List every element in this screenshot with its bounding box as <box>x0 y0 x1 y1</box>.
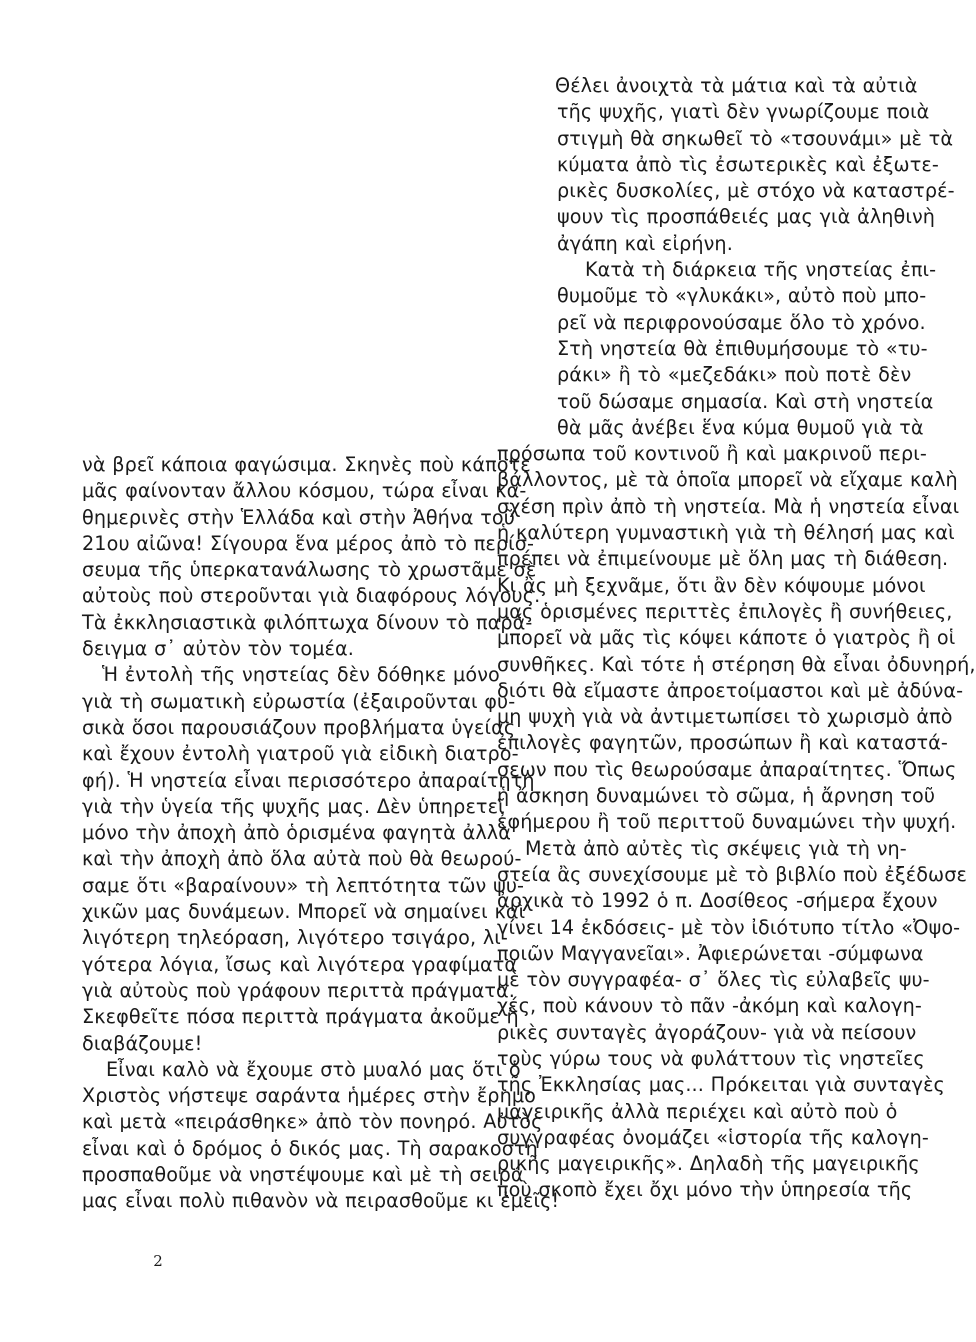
text-line: θημερινὲς στὴν Ἑλλάδα καὶ στὴν Ἀθήνα τοῦ <box>82 505 515 529</box>
text-line: μόνο τὴν ἀποχὴ ἀπὸ ὁρισμένα φαγητὰ ἀλλὰ <box>82 821 511 845</box>
text-line: πρέπει νὰ ἐπιμείνουμε μὲ ὅλη μας τὴ διάθεση. <box>497 547 949 571</box>
text-line: καὶ τὴν ἀποχὴ ἀπὸ ὅλα αὐτὰ ποὺ θὰ θεωρού- <box>82 847 522 871</box>
text-line: στιγμὴ θὰ σηκωθεῖ τὸ «τσουνάμι» μὲ τὰ <box>557 126 954 150</box>
text-line: γίνει 14 ἐκδόσεις- μὲ τὸν ἰδιότυπο τίτλο «Ὀψο- <box>497 915 961 939</box>
text-line: ρικὲς συνταγὲς ἀγοράζουν- γιὰ νὰ πείσουν <box>497 1020 917 1044</box>
text-line: μας εἶναι πολὺ πιθανὸν νὰ πειρασθοῦμε κι ἐμεῖς! <box>82 1189 560 1213</box>
text-line: πρόσωπα τοῦ κοντινοῦ ἢ καὶ μακρινοῦ περι- <box>497 442 927 466</box>
text-line: ρεῖ νὰ περιφρονούσαμε ὅλο τὸ χρόνο. <box>557 310 926 334</box>
text-line: φή). Ἡ νηστεία εἶναι περισσότερο ἀπαραίτητη <box>82 768 535 792</box>
text-line: Στὴ νηστεία θὰ ἐπιθυμήσουμε τὸ «τυ- <box>557 336 928 360</box>
text-line: σευμα τῆς ὑπερκατανάλωσης τὸ χρωστᾶμε σὲ <box>82 558 537 582</box>
text-line: 21ου αἰῶνα! Σίγουρα ἕνα μέρος ἀπὸ τὸ περίσ- <box>82 531 535 555</box>
text-line: ἡ ἄσκηση δυναμώνει τὸ σῶμα, ἡ ἄρνηση τοῦ <box>497 784 936 808</box>
text-line: αὐτοὺς ποὺ στεροῦνται γιὰ διαφόρους λόγους. <box>82 584 541 608</box>
right-text-column <box>497 73 976 1204</box>
text-line: διότι θὰ εἴμαστε ἀπροετοίμαστοι καὶ μὲ ἀδύνα- <box>497 678 964 702</box>
text-line: μὲ τὸν συγγραφέα- σ᾽ ὅλες τὶς εὐλαβεῖς ψυ- <box>497 968 930 992</box>
text-line: Εἶναι καλὸ νὰ ἔχουμε στὸ μυαλό μας ὅτι ὁ <box>106 1057 521 1081</box>
text-line: γιὰ τὴν ὑγεία τῆς ψυχῆς μας. Δὲν ὑπηρετεῖ <box>82 794 505 818</box>
left-text-column <box>82 452 560 1215</box>
text-line: ποιῶν Μαγγανεῖαι». Ἀφιερώνεται -σύμφωνα <box>497 941 924 965</box>
text-line: Τὰ ἐκκλησιαστικὰ φιλόπτωχα δίνουν τὸ παρά- <box>82 610 533 634</box>
text-line: θυμοῦμε τὸ «γλυκάκι», αὐτὸ ποὺ μπο- <box>557 284 927 308</box>
text-line: διαβάζουμε! <box>82 1031 203 1055</box>
text-line: τῆς Ἐκκλησίας μας... Πρόκειται γιὰ συνταγὲς <box>497 1073 945 1097</box>
text-line: καὶ μετὰ «πειράσθηκε» ἀπὸ τὸν πονηρό. Αὐτὸς <box>82 1110 543 1134</box>
text-line: θὰ μᾶς ἀνέβει ἕνα κύμα θυμοῦ γιὰ τὰ <box>557 415 924 439</box>
text-line: σαμε ὅτι «βαραίνουν» τὴ λεπτότητα τῶν ψυ- <box>82 873 525 897</box>
text-line: ρικῆς μαγειρικῆς». Δηλαδὴ τῆς μαγειρικῆς <box>497 1152 920 1176</box>
text-line: ρικὲς δυσκολίες, μὲ στόχο νὰ καταστρέ- <box>557 179 955 203</box>
text-line: τοῦ δώσαμε σημασία. Καὶ στὴ νηστεία <box>557 389 934 413</box>
text-line: σεων που τὶς θεωρούσαμε ἀπαραίτητες. Ὅπως <box>497 757 957 781</box>
text-line: δειγμα σ᾽ αὐτὸν τὸν τομέα. <box>82 637 354 661</box>
text-line: βάλλοντος, μὲ τὰ ὁποῖα μπορεῖ νὰ εἴχαμε καλὴ <box>497 468 958 492</box>
text-line: Θέλει ἀνοιχτὰ τὰ μάτια καὶ τὰ αὐτιὰ <box>555 74 918 97</box>
text-line: συνθῆκες. Καὶ τότε ἡ στέρηση θὰ εἶναι ὀδυνηρή, <box>497 652 976 676</box>
text-line: γότερα λόγια, ἴσως καὶ λιγότερα γραφίματα <box>82 952 518 976</box>
text-line: σχέση πρὶν ἀπὸ τὴ νηστεία. Μὰ ἡ νηστεία εἶναι <box>497 494 960 518</box>
text-line: ἀγάπη καὶ εἰρήνη. <box>557 231 733 255</box>
text-line: Κατὰ τὴ διάρκεια τῆς νηστείας ἐπι- <box>585 258 937 282</box>
text-line: ἡ καλύτερη γυμναστικὴ γιὰ τὴ θέλησή μας καὶ <box>497 521 955 545</box>
text-line: στεία ἂς συνεχίσουμε μὲ τὸ βιβλίο ποὺ ἐξέδωσε <box>497 862 967 886</box>
text-line: μᾶς φαίνονταν ἄλλου κόσμου, τώρα εἶναι κα- <box>82 479 527 503</box>
text-line: χές, ποὺ κάνουν τὸ πᾶν -ἀκόμη καὶ καλογη- <box>497 994 922 1018</box>
text-line: προσπαθοῦμε νὰ νηστέψουμε καὶ μὲ τὴ σειρά <box>82 1163 524 1187</box>
text-line: τοὺς γύρω τους νὰ φυλάττουν τὶς νηστεῖες <box>497 1046 925 1070</box>
text-line: γιὰ τὴ σωματικὴ εὐρωστία (ἐξαιροῦνται φυ- <box>82 689 516 713</box>
text-line: Χριστὸς νήστεψε σαράντα ἡμέρες στὴν ἔρημο <box>82 1084 536 1108</box>
text-line: Μετὰ ἀπὸ αὐτὲς τὶς σκέψεις γιὰ τὴ νη- <box>525 836 907 860</box>
text-line: κύματα ἀπὸ τὶς ἐσωτερικὲς καὶ ἐξωτε- <box>557 152 939 176</box>
page-number: 2 <box>153 1252 163 1270</box>
text-line: λιγότερη τηλεόραση, λιγότερο τσιγάρο, λι- <box>82 926 508 950</box>
text-line: ράκι» ἢ τὸ «μεζεδάκι» ποὺ ποτὲ δὲν <box>557 363 912 387</box>
text-line: τῆς ψυχῆς, γιατὶ δὲν γνωρίζουμε ποιὰ <box>557 100 930 124</box>
text-line: Σκεφθεῖτε πόσα περιττὰ πράγματα ἀκοῦμε ἢ <box>82 1005 519 1029</box>
text-line: μη ψυχὴ γιὰ νὰ ἀντιμετωπίσει τὸ χωρισμὸ ἀπὸ <box>497 705 953 729</box>
text-line: μας ὁρισμένες περιττὲς ἐπιλογὲς ἢ συνήθειες, <box>497 599 953 623</box>
text-line: μαγειρικῆς ἀλλὰ περιέχει καὶ αὐτὸ ποὺ ὁ <box>497 1099 898 1123</box>
text-line: σικὰ ὅσοι παρουσιάζουν προβλήματα ὑγείας <box>82 715 516 739</box>
text-line: εἶναι καὶ ὁ δρόμος ὁ δικός μας. Τὴ σαρακοστὴ <box>82 1136 538 1160</box>
text-line: μπορεῖ νὰ μᾶς τὶς κόψει κάποτε ὁ γιατρὸς ἢ οἱ <box>497 626 956 650</box>
text-line: χικῶν μας δυνάμεων. Μπορεῖ νὰ σημαίνει καὶ <box>82 900 526 924</box>
text-line: ἐπιλογὲς φαγητῶν, προσώπων ἢ καὶ καταστά- <box>497 731 948 755</box>
text-line: Ἡ ἐντολὴ τῆς νηστείας δὲν δόθηκε μόνο <box>102 663 500 687</box>
text-line: ἀρχικὰ τὸ 1992 ὁ π. Δοσίθεος -σήμερα ἔχουν <box>497 889 938 913</box>
text-line: ἐφήμερου ἢ τοῦ περιττοῦ δυναμώνει τὴν ψυχή. <box>497 810 957 834</box>
text-line: γιὰ αὐτοὺς ποὺ γράφουν περιττὰ πράγματα. <box>82 978 515 1002</box>
text-line: νὰ βρεῖ κάποια φαγώσιμα. Σκηνὲς ποὺ κάποτε <box>82 453 531 476</box>
text-line: ποὺ σκοπὸ ἔχει ὄχι μόνο τὴν ὑπηρεσία τῆς <box>497 1178 913 1202</box>
text-line: Κι ἂς μὴ ξεχνᾶμε, ὅτι ἂν δὲν κόψουμε μόνοι <box>497 573 926 597</box>
text-line: καὶ ἔχουν ἐντολὴ γιατροῦ γιὰ εἰδικὴ διατρο- <box>82 742 519 766</box>
text-line: συγγραφέας ὀνομάζει «ἱστορία τῆς καλογη- <box>497 1125 929 1149</box>
text-line: ψουν τὶς προσπάθειές μας γιὰ ἀληθινὴ <box>557 205 936 229</box>
